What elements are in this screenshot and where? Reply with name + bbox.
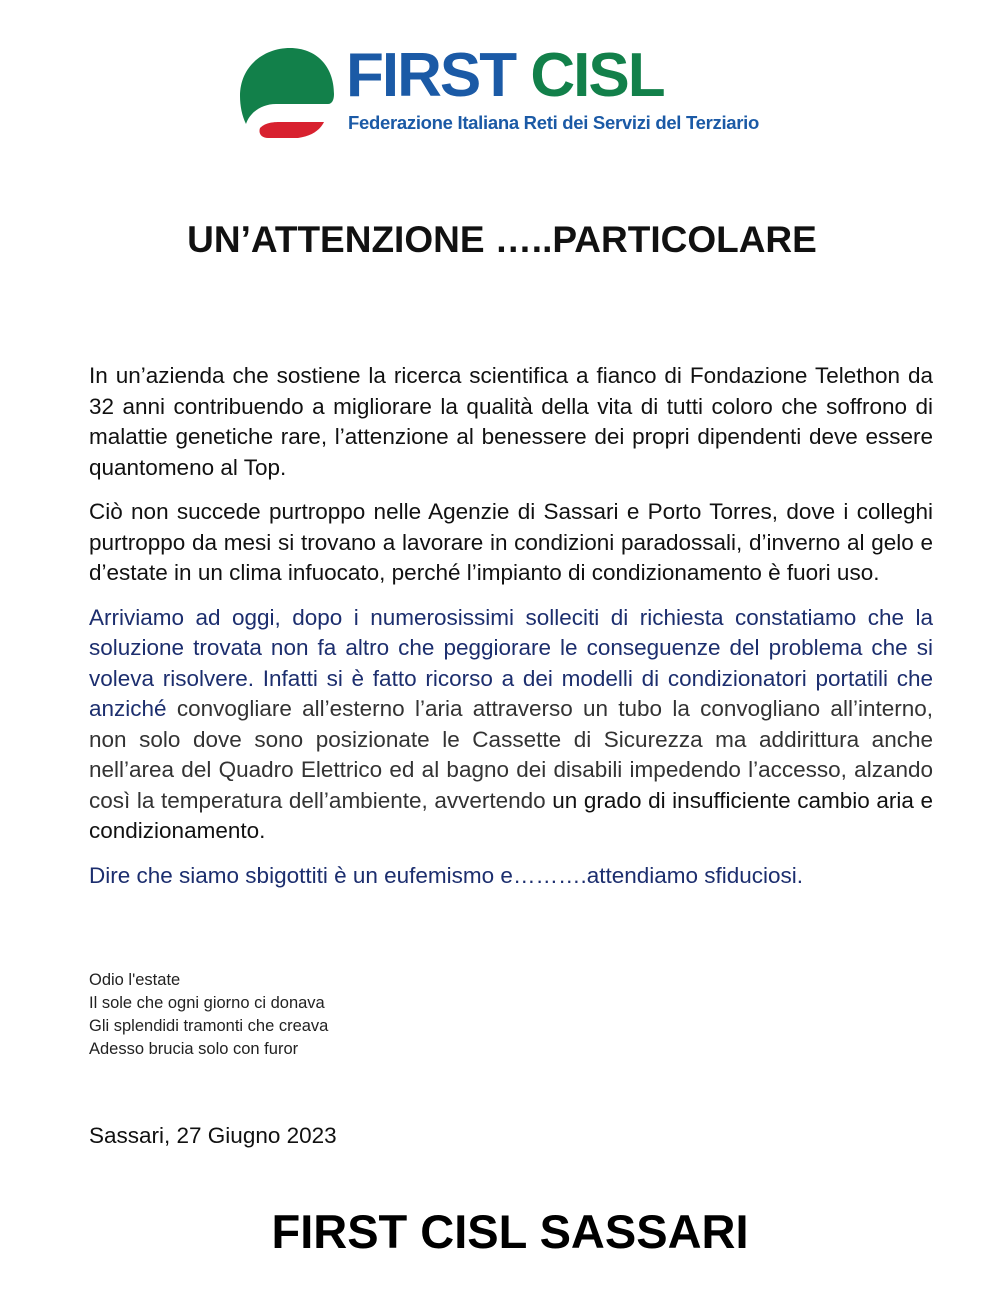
- paragraph-3-part-2: convogliare all’esterno l’aria attraverso un tubo la convogliano all’interno, non solo dove sono posizionate le Cassette di Sicurezza ma addirittura anche nell’area del Quadro Elettrico ed al bagno dei disabili impedendo l’accesso, alzando così la temperatura dell’ambiente, avvertendo: [89, 696, 933, 813]
- paragraph-2: Ciò non succede purtroppo nelle Agenzie di Sassari e Porto Torres, dove i colleghi purtroppo da mesi si trovano a lavorare in condizioni paradossali, d’inverno al gelo e d’estate in un clima infuocato, perché l’impianto di condizionamento è fuori uso.: [89, 499, 933, 585]
- first-cisl-logo-mark: [238, 44, 338, 144]
- signature: FIRST CISL SASSARI: [271, 1205, 749, 1258]
- paragraph-3-part-3: un grado di insufficiente cambio aria e condizionamento.: [89, 787, 933, 843]
- paragraph-3: [89, 603, 933, 847]
- document-date: Sassari, 27 Giugno 2023: [89, 1123, 337, 1148]
- paragraph-4: Dire che siamo sbigottiti è un eufemismo e……….attendiamo sfiduciosi.: [89, 862, 804, 888]
- poem-line: Odio l'estate: [89, 971, 181, 989]
- logo-word-cisl: CISL: [530, 41, 664, 110]
- paragraph-3-part-1: Arriviamo ad oggi, dopo i numerosissimi solleciti di richiesta constatiamo che la soluzione trovata non fa altro che peggiorare le conseguenze del problema che si voleva risolvere. Infatti si è fatto ricorso a dei modelli di condizionatori portatili che anziché: [89, 604, 933, 721]
- document-title: UN’ATTENZIONE …..PARTICOLARE: [187, 219, 817, 260]
- document-body: [89, 361, 933, 905]
- paragraph-1: In un’azienda che sostiene la ricerca scientifica a fianco di Fondazione Telethon da 32 anni contribuendo a migliorare la qualità della vita di tutti coloro che soffrono di malattie genetiche rare, l’attenzione al benessere dei propri dipendenti deve essere quantomeno al Top.: [89, 363, 933, 480]
- poem-line: Il sole che ogni giorno ci donava: [89, 994, 325, 1012]
- logo-wordmark: [346, 41, 664, 110]
- poem-quote: [89, 969, 328, 1061]
- logo-red-shape: [259, 122, 324, 138]
- poem-line: Adesso brucia solo con furor: [89, 1040, 299, 1058]
- poem-line: Gli splendidi tramonti che creava: [89, 1017, 329, 1035]
- logo-subtitle: Federazione Italiana Reti dei Servizi del Terziario: [348, 112, 760, 133]
- logo-word-first: FIRST: [346, 41, 516, 110]
- logo: [238, 41, 798, 144]
